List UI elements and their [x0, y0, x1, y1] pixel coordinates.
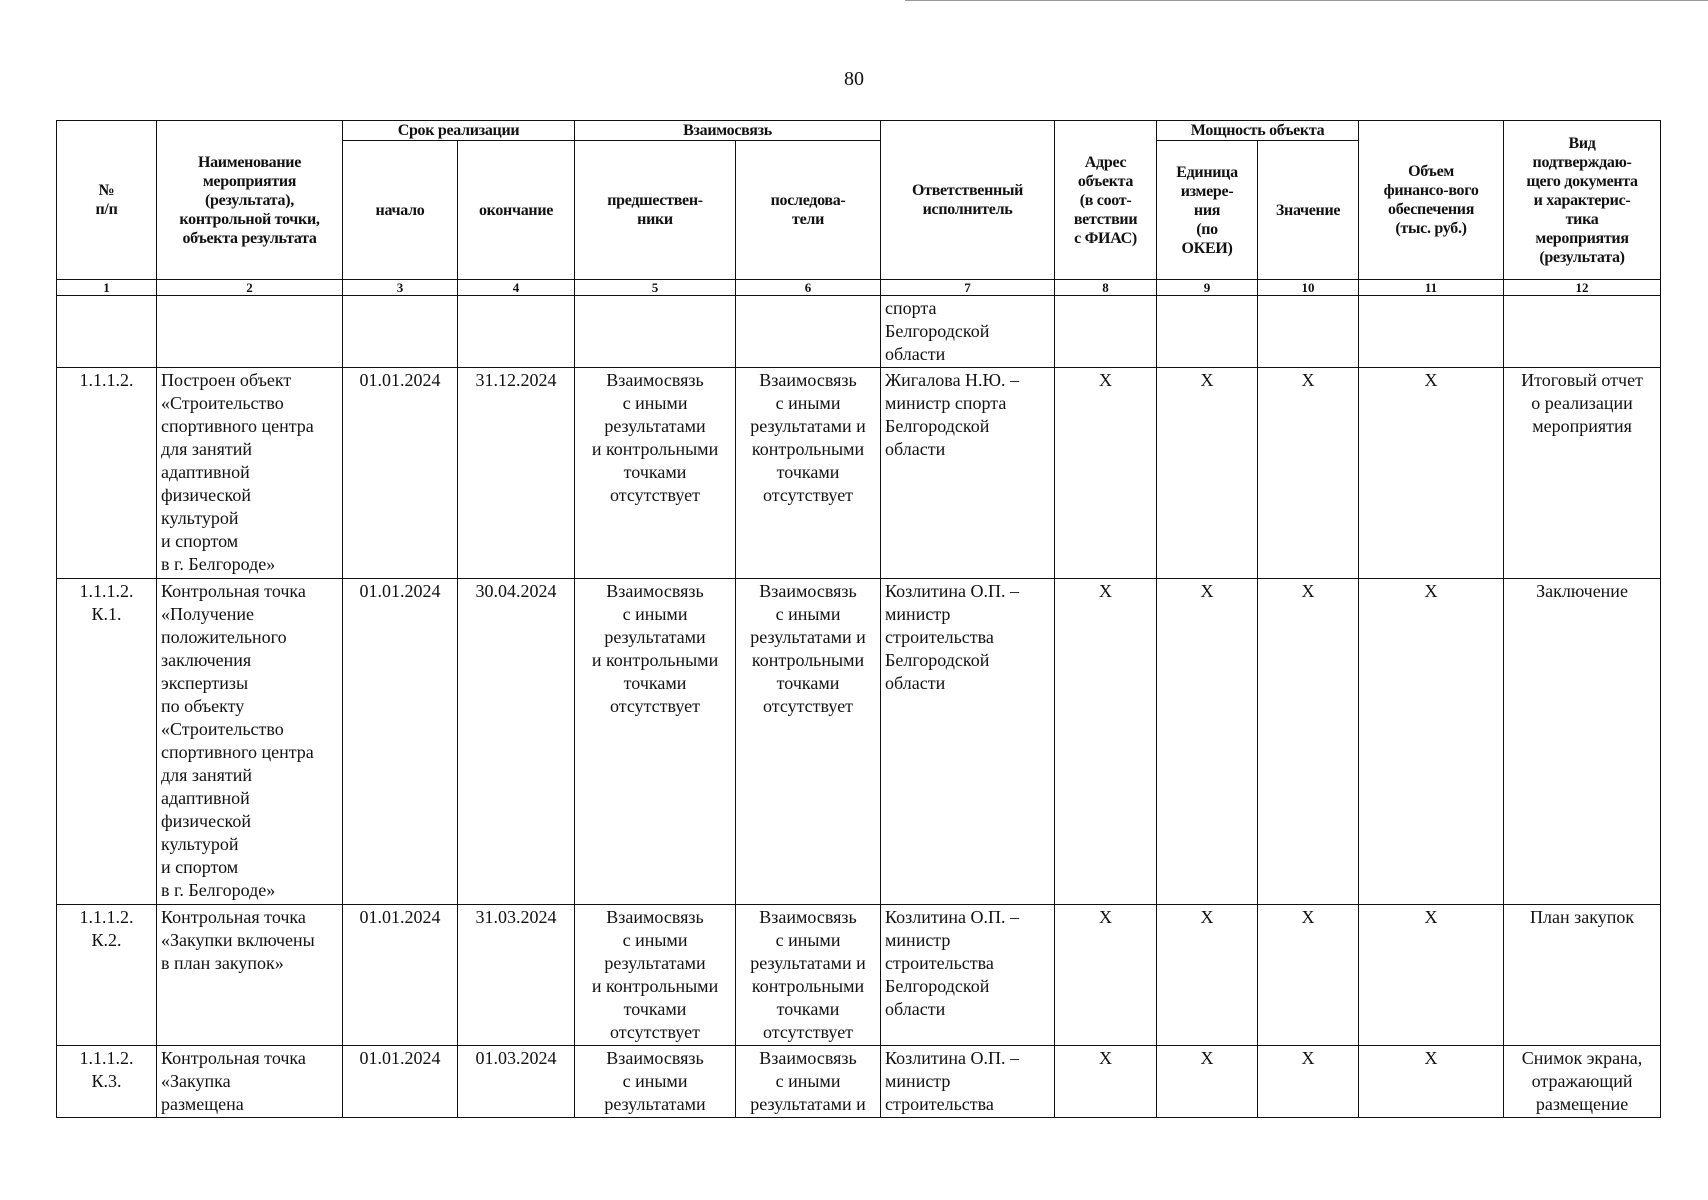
column-number: 12 — [1504, 280, 1661, 296]
row-start: 01.01.2024 — [343, 1046, 458, 1118]
row-responsible: Козлитина О.П. – министр строительства — [881, 1046, 1055, 1118]
header-address: Адрес объекта (в соот- ветствии с ФИАС) — [1055, 121, 1157, 280]
row-address: X — [1055, 1046, 1157, 1118]
row-successors: Взаимосвязь с иными результатами и контрольными точками отсутствует — [736, 905, 881, 1046]
row-name: Контрольная точка «Закупки включены в план закупок» — [157, 905, 343, 1046]
row-doc — [1504, 296, 1661, 368]
row-unit: X — [1157, 368, 1258, 579]
row-doc: Заключение — [1504, 579, 1661, 905]
column-number: 9 — [1157, 280, 1258, 296]
row-responsible: Козлитина О.П. – министр строительства Белгородской области — [881, 579, 1055, 905]
row-name: Контрольная точка «Закупка размещена — [157, 1046, 343, 1118]
column-number: 6 — [736, 280, 881, 296]
table-row — [57, 368, 1661, 579]
row-start: 01.01.2024 — [343, 905, 458, 1046]
row-finance: X — [1359, 905, 1504, 1046]
column-number: 2 — [157, 280, 343, 296]
row-predecessors: Взаимосвязь с иными результатами и контрольными точками отсутствует — [575, 579, 736, 905]
table-row — [57, 1046, 1661, 1118]
column-number: 11 — [1359, 280, 1504, 296]
header-capacity-group: Мощность объекта — [1157, 121, 1359, 141]
row-no: 1.1.1.2. К.3. — [57, 1046, 157, 1118]
row-value: X — [1258, 1046, 1359, 1118]
header-term-group: Срок реализации — [343, 121, 575, 141]
row-end: 01.03.2024 — [458, 1046, 575, 1118]
row-finance: X — [1359, 368, 1504, 579]
header-unit: Единица измере- ния (по ОКЕИ) — [1157, 141, 1258, 280]
row-name: Контрольная точка «Получение положительного заключения экспертизы по объекту «Строительство спортивного центра для занятий адаптивной физической культурой и спортом в г. Белгороде» — [157, 579, 343, 905]
page-number: 80 — [844, 68, 864, 90]
row-no: 1.1.1.2. — [57, 368, 157, 579]
header-value: Значение — [1258, 141, 1359, 280]
table-row — [57, 296, 1661, 368]
header-finance: Объем финансо-вого обеспечения (тыс. руб.) — [1359, 121, 1504, 280]
row-value: X — [1258, 368, 1359, 579]
row-start: 01.01.2024 — [343, 579, 458, 905]
header-responsible: Ответственный исполнитель — [881, 121, 1055, 280]
header-term-end: окончание — [458, 141, 575, 280]
row-end: 31.12.2024 — [458, 368, 575, 579]
row-successors — [736, 296, 881, 368]
header-doc-type: Вид подтверждаю- щего документа и характерис- тика мероприятия (результата) — [1504, 121, 1661, 280]
header-successors: последова- тели — [736, 141, 881, 280]
plan-table — [56, 120, 1661, 1118]
scan-edge-line — [905, 0, 1708, 1]
row-responsible: спорта Белгородской области — [881, 296, 1055, 368]
row-finance — [1359, 296, 1504, 368]
row-no: 1.1.1.2. К.2. — [57, 905, 157, 1046]
row-unit: X — [1157, 579, 1258, 905]
row-value: X — [1258, 579, 1359, 905]
row-end — [458, 296, 575, 368]
column-numbers-row — [57, 280, 1661, 296]
row-end: 31.03.2024 — [458, 905, 575, 1046]
row-successors: Взаимосвязь с иными результатами и контрольными точками отсутствует — [736, 579, 881, 905]
row-address — [1055, 296, 1157, 368]
row-address: X — [1055, 905, 1157, 1046]
row-predecessors: Взаимосвязь с иными результатами и контрольными точками отсутствует — [575, 368, 736, 579]
row-name: Построен объект «Строительство спортивного центра для занятий адаптивной физической культурой и спортом в г. Белгороде» — [157, 368, 343, 579]
row-value: X — [1258, 905, 1359, 1046]
header-term-start: начало — [343, 141, 458, 280]
row-start: 01.01.2024 — [343, 368, 458, 579]
row-doc: Снимок экрана, отражающий размещение — [1504, 1046, 1661, 1118]
row-responsible: Жигалова Н.Ю. – министр спорта Белгородской области — [881, 368, 1055, 579]
row-responsible: Козлитина О.П. – министр строительства Белгородской области — [881, 905, 1055, 1046]
row-predecessors: Взаимосвязь с иными результатами — [575, 1046, 736, 1118]
row-unit — [1157, 296, 1258, 368]
row-value — [1258, 296, 1359, 368]
row-successors: Взаимосвязь с иными результатами и контрольными точками отсутствует — [736, 368, 881, 579]
table-row — [57, 905, 1661, 1046]
row-unit: X — [1157, 1046, 1258, 1118]
header-relation-group: Взаимосвязь — [575, 121, 881, 141]
row-no — [57, 296, 157, 368]
row-predecessors: Взаимосвязь с иными результатами и контрольными точками отсутствует — [575, 905, 736, 1046]
column-number: 8 — [1055, 280, 1157, 296]
column-number: 7 — [881, 280, 1055, 296]
row-no: 1.1.1.2. К.1. — [57, 579, 157, 905]
header-predecessors: предшествен- ники — [575, 141, 736, 280]
row-start — [343, 296, 458, 368]
row-doc: Итоговый отчет о реализации мероприятия — [1504, 368, 1661, 579]
row-address: X — [1055, 368, 1157, 579]
row-predecessors — [575, 296, 736, 368]
column-number: 1 — [57, 280, 157, 296]
row-finance: X — [1359, 579, 1504, 905]
row-finance: X — [1359, 1046, 1504, 1118]
row-successors: Взаимосвязь с иными результатами и — [736, 1046, 881, 1118]
row-unit: X — [1157, 905, 1258, 1046]
header-no: № п/п — [57, 121, 157, 280]
row-end: 30.04.2024 — [458, 579, 575, 905]
column-number: 3 — [343, 280, 458, 296]
row-doc: План закупок — [1504, 905, 1661, 1046]
column-number: 5 — [575, 280, 736, 296]
column-number: 10 — [1258, 280, 1359, 296]
row-address: X — [1055, 579, 1157, 905]
column-number: 4 — [458, 280, 575, 296]
header-name: Наименование мероприятия (результата), контрольной точки, объекта результата — [157, 121, 343, 280]
table-row — [57, 579, 1661, 905]
row-name — [157, 296, 343, 368]
